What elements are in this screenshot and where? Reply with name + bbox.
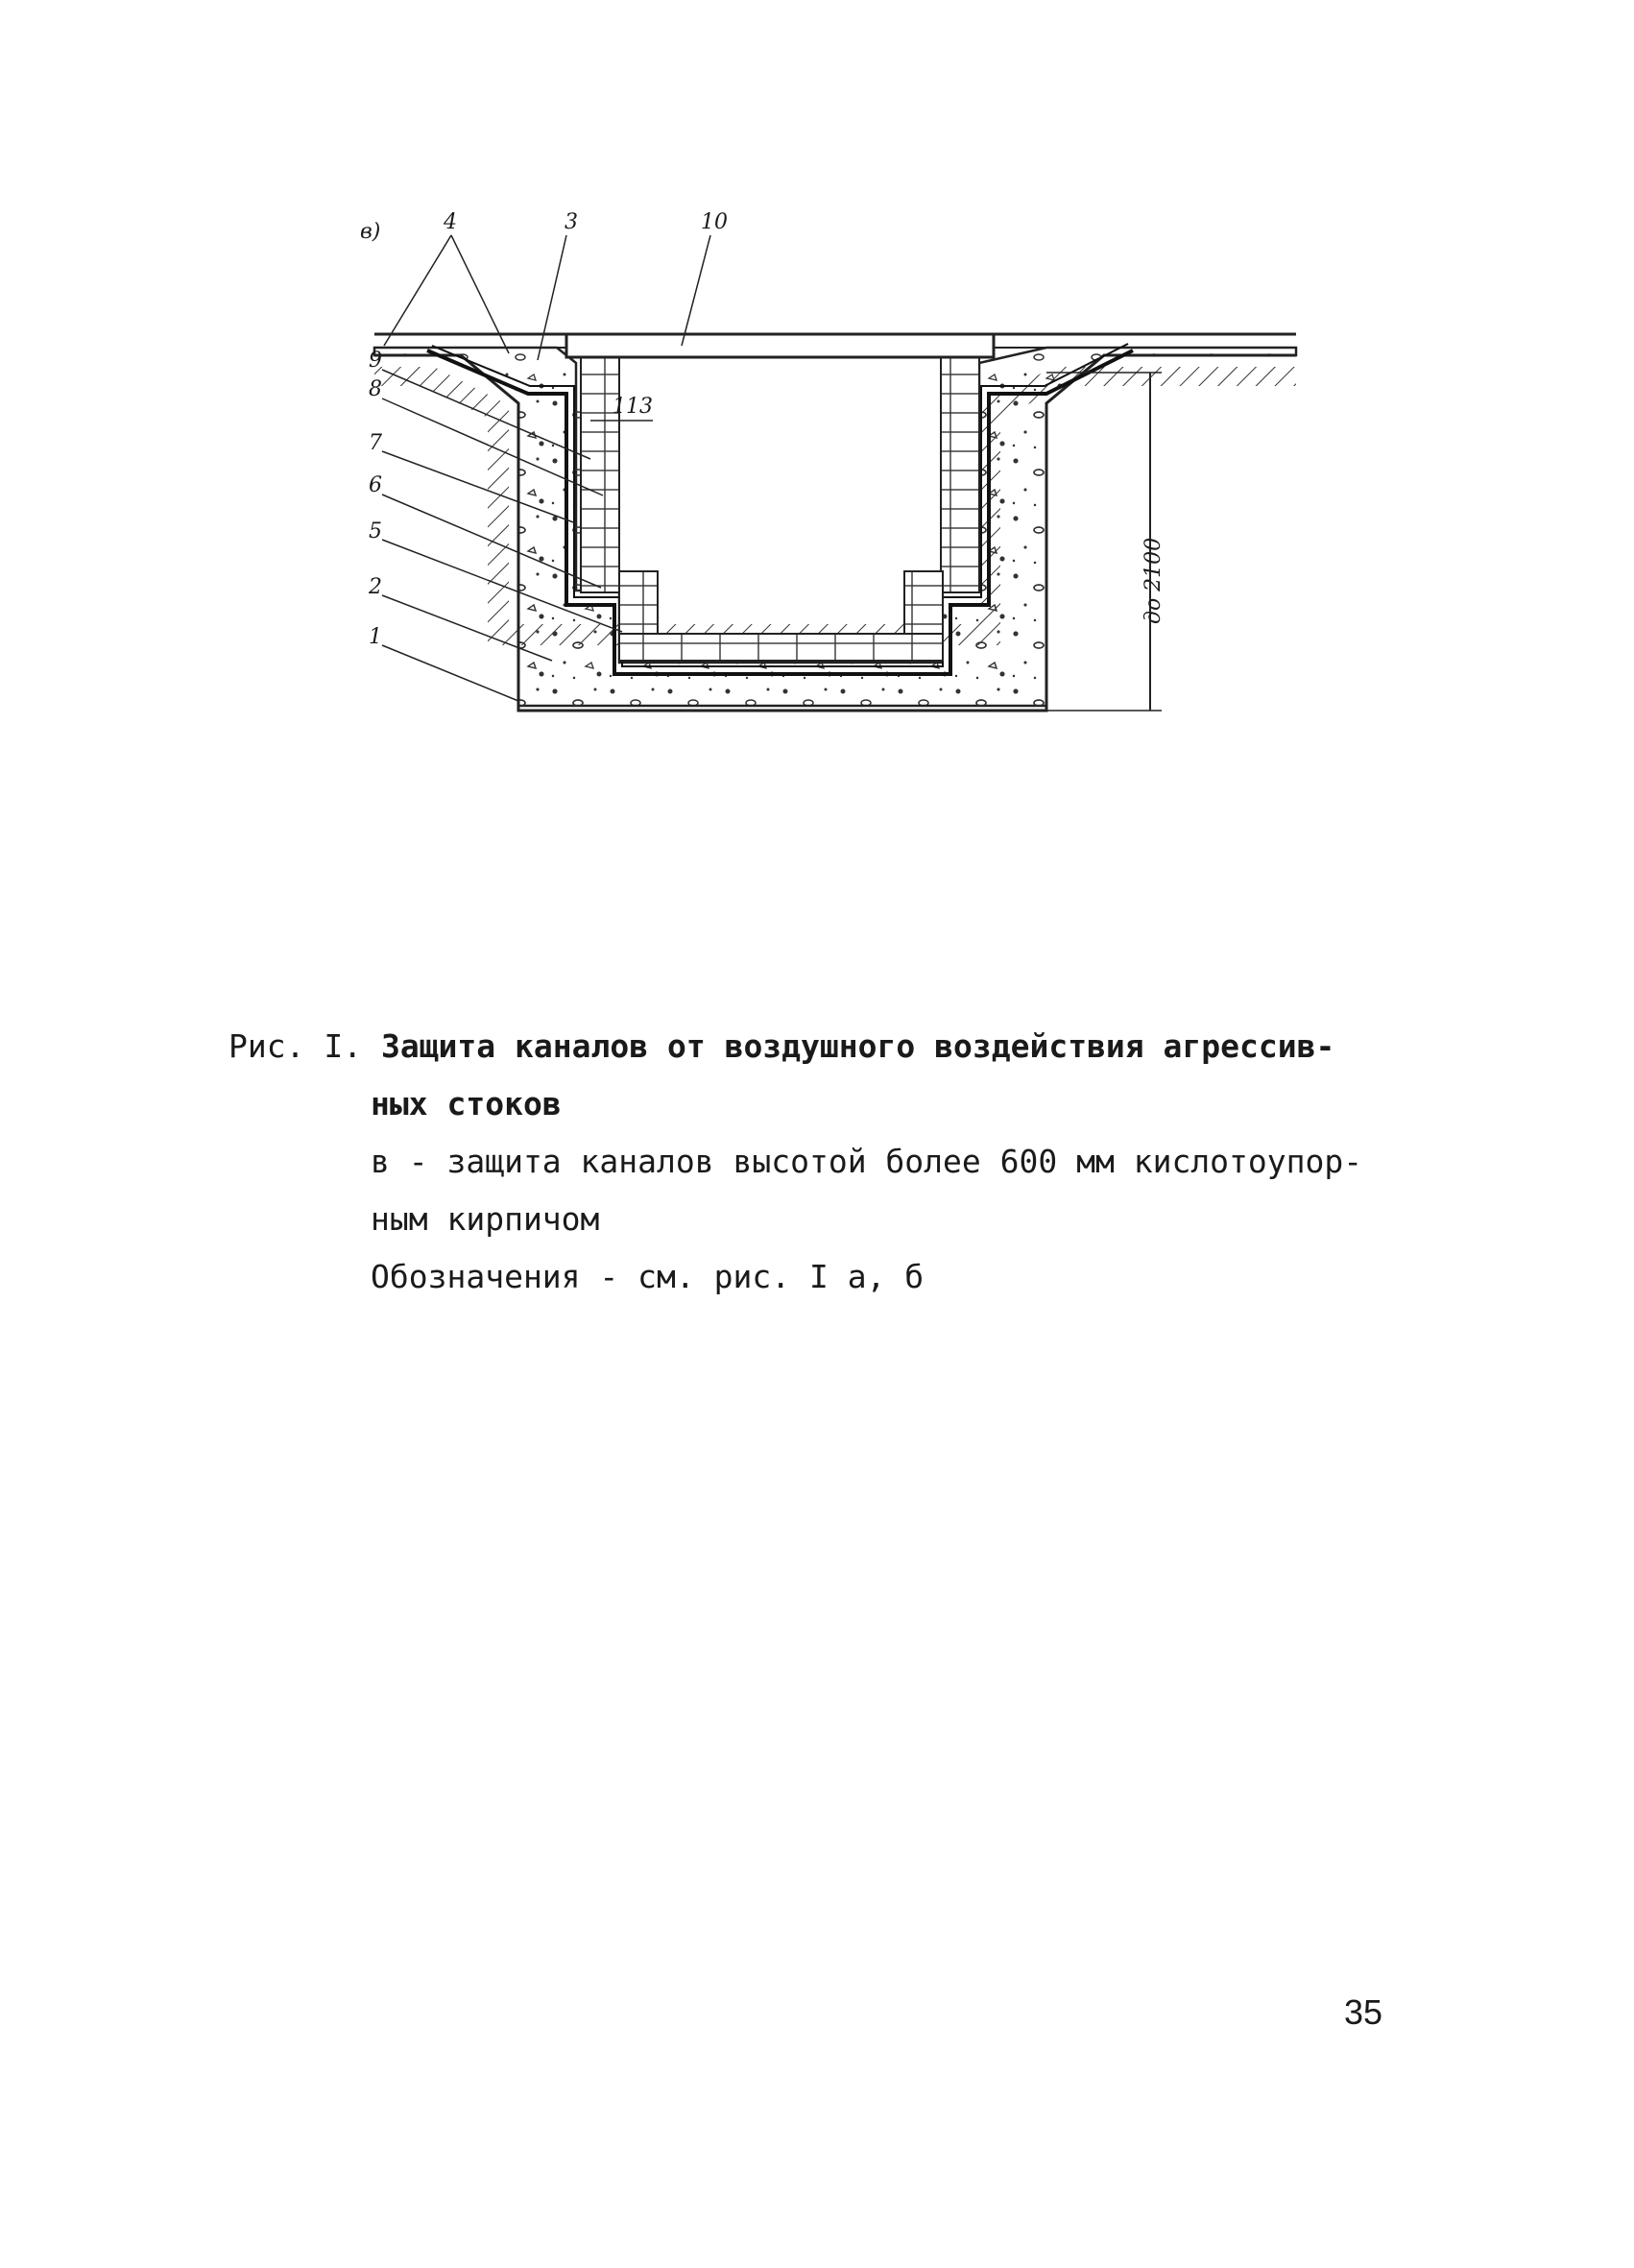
brick-dimension-label: 113: [613, 395, 653, 419]
caption-line-3: в - защита каналов высотой более 600 мм кислотоупор-: [371, 1143, 1363, 1180]
variant-label: в): [360, 220, 381, 244]
cover-slab: [566, 334, 994, 357]
height-dimension-label: до 2100: [1141, 537, 1165, 624]
caption-prefix: Рис. I.: [228, 1027, 363, 1065]
page-number: 35: [1344, 1992, 1383, 2032]
callout-7: 7: [369, 431, 382, 455]
brick-bottom: [619, 634, 943, 661]
figure-caption: [228, 1018, 1477, 1306]
callout-5: 5: [369, 519, 382, 543]
channel-cross-section-drawing: [360, 210, 1354, 970]
brick-wall-right: [941, 357, 979, 592]
caption-line-4: ным кирпичом: [371, 1200, 600, 1238]
callout-4: 4: [444, 210, 457, 234]
caption-line-5: Обозначения - см. рис. I а, б: [371, 1258, 925, 1295]
caption-line-2: ных стоков: [371, 1085, 562, 1122]
caption-title: Защита каналов от воздушного воздействия агрессив-: [380, 1027, 1335, 1065]
callout-2: 2: [369, 575, 382, 599]
callout-10: 10: [701, 210, 728, 234]
callout-9: 9: [369, 349, 382, 373]
brick-wall-left: [581, 357, 619, 592]
callout-8: 8: [369, 377, 382, 401]
caption-line-1: [228, 1018, 1477, 1075]
callout-3: 3: [565, 210, 578, 234]
callout-1: 1: [369, 625, 382, 649]
callout-6: 6: [369, 473, 382, 497]
